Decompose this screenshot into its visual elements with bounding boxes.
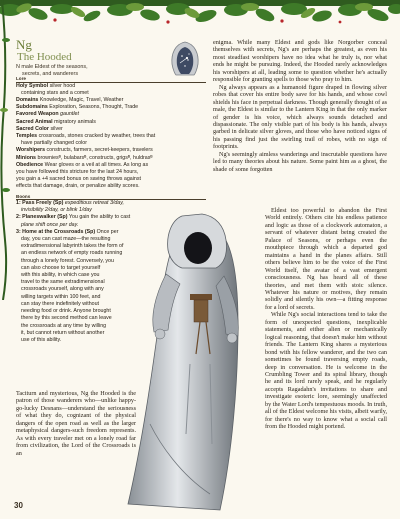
stat-obedience <box>16 162 206 191</box>
deity-name: Ng <box>16 37 32 52</box>
boon-text: Once per <box>96 228 119 235</box>
paragraph: While Ng's social interactions tend to take the form of unexpected questions, inexplicable statements, and either alien or mechanically logical reasoning, that doesn't make him without friends. The Lantern King shares a mysterious bond with his fellow wanderer, and the two can sometimes be found traversing empty roads, deep in conversation. He is welcome in the Crumbling Tower and its spiral library, though he and its lord rarely speak, and he regularly accepts Ragadahn's invitations to share and investigate esoteric lore, seemingly unaffected by the Water Lord's tempestuous moods. In truth, all of the Eldest welcome his visits, albeit warily, for there's no way to know what a social call from the Hooded might portend. <box>265 311 387 431</box>
boon-label: 2: Planeswalker (Sp) <box>16 214 68 221</box>
stat-label: Holy Symbol <box>16 82 49 89</box>
stat-sacred-color <box>16 126 206 133</box>
paragraph: Eldest too powerful to abandon the First World entirely. Others cite his endless patience and logic as those of a clockwork automaton, a servant of whatever distant being created the Palace of Seasons, or perhaps even the mouthpiece through which a departed god maintains a hand in the planes affairs. Still others believe him to be the voice of the First World itself, the avatar of a vast emergent consciousness. Ng has heard all of these theories, and met them with stoic silence. Whatever his nature or motives, they remain solidly and silently his own—a fitting response for a lord of secrets. <box>265 207 387 311</box>
boon-text-cont: crossroads yourself, along with any <box>21 286 104 293</box>
vine-border-left <box>0 0 10 300</box>
boon-text-cont: travel to the same extradimensional <box>21 279 105 286</box>
paragraph: Ng always appears as a humanoid figure draped in flowing silver robes that cover his entire body save for his hands, and whose cowl shields his face in perpetual darkness. Though generally thought of as male, the Eldest is similar to the Lantern King in that the only marker of gender is his voice, which always sounds detached and dispassionate. The only visible part of his body is his hands, always garbed in delicate silver gloves, and those who have noticed signs of his passing find just the swirling trail of robes, with no sign of footprints. <box>213 83 387 151</box>
stat-label: Obedience <box>16 161 44 168</box>
section-head-lore: Lore <box>16 76 206 83</box>
stat-value: gauntlet <box>60 111 79 118</box>
descriptor-line: secrets, and wanderers <box>22 71 79 77</box>
boon-text-cont: with this ability, in which case you <box>21 272 100 279</box>
boon-text-cont: extradimensional labyrinth takes the form of <box>21 243 124 250</box>
stat-label: Sacred Animal <box>16 118 53 125</box>
stat-value: migratory animals <box>54 118 96 125</box>
boon-text-cont: invisibility 2/day, or blink 1/day <box>21 207 92 214</box>
title-block <box>16 37 206 77</box>
paragraph: enigma. While many Eldest and gods like Norgorber conceal themselves with secrets, Ng's are perhaps the greatest, as even his most steadfast worshipers have no idea what he truly is, nor what ends he might be pursuing. Indeed, the Hooded rarely acknowledges his worshipers at all, leading some to question whether he's actually responsible for granting spells to those who pray to him. <box>213 39 387 84</box>
deity-epithet: The Hooded <box>17 51 72 63</box>
stat-label: Temples <box>16 132 38 139</box>
boon-text-cont: use of this ability. <box>21 336 62 343</box>
stat-value: crossroads, stones cracked by weather, trees that <box>38 132 156 139</box>
prose-right-column <box>213 39 387 173</box>
stat-value: constructs, farmers, secret-keepers, travelers <box>46 147 153 154</box>
boon-text-cont: there by this second method can leave <box>21 315 112 322</box>
prose-flow-column <box>265 207 387 431</box>
stat-value: browniesᴮ, bulabarsᴮ, constructs, grigsᴮ, huldrasᴮ <box>37 154 153 161</box>
stat-label: Subdomains <box>16 104 48 111</box>
boon-text: You gain the ability to cast <box>68 214 131 221</box>
stat-favored-weapon <box>16 111 206 118</box>
prose-left-column: Taciturn and mysterious, Ng the Hooded is the patron of those wanderers who—unlike happy-go-lucky Desnans—understand the seriousness of what they do, cognizant of the physical dangers of the open road as well as the larger metaphysical dangers-such freedom represents. As with every traveler met on a lonely road far from civilization, the Lord of the Crossroads is an <box>16 390 136 457</box>
stat-label: Domains <box>16 96 39 103</box>
paragraph: Ng's seemingly aimless wanderings and inscrutable questions have led to many theories about his nature. Some paint him as a ghost, the shade of some forgotten <box>213 150 387 173</box>
boon-text-cont: willing targets within 100 feet, and <box>21 293 101 300</box>
stat-value: silver hood <box>49 82 76 89</box>
stat-holy-symbol <box>16 83 206 97</box>
stat-label: Sacred Color <box>16 125 49 132</box>
stat-value: Exploration, Seasons, Thought, Trade <box>49 104 139 111</box>
page-number: 30 <box>14 501 23 510</box>
stat-value-cont: have partially changed color <box>21 140 87 147</box>
boon-text-cont: it, but cannot return without another <box>21 329 105 336</box>
stat-list <box>16 83 206 191</box>
boon-label: 3: Home at the Crossroads (Sp) <box>16 228 96 235</box>
stat-domains <box>16 97 206 104</box>
descriptor-line: N male Eldest of the seasons, <box>16 64 88 70</box>
stat-minions <box>16 155 206 162</box>
boon-label: 1: Pass Freely (Sp) <box>16 200 64 207</box>
stat-value-cont: you have followed this stricture for the last 24 hours, <box>16 168 139 175</box>
stat-value-cont: you gain a +4 sacred bonus on saving throws against <box>16 176 141 183</box>
stat-label: Favored Weapon <box>16 111 59 118</box>
stat-value-cont: effects that damage, drain, or penalize ability scores. <box>16 183 140 190</box>
stat-value: Wear gloves or a veil at all times. As long as <box>44 161 149 168</box>
boon-text-cont: plane shift once per day. <box>21 221 79 228</box>
holy-symbol-hood-icon <box>166 40 204 76</box>
boon-text: expeditious retreat 3/day, <box>64 200 124 207</box>
stat-value: silver <box>50 125 63 132</box>
boon-text-cont: through a lonely forest. Conversely, you <box>21 257 114 264</box>
boon-text-cont: an endless network of empty roads running <box>21 250 123 257</box>
boon-text-cont: can also choose to target yourself <box>21 264 101 271</box>
vine-border-top <box>0 0 400 30</box>
boon-text-cont: day, you can cast maze—the resulting <box>21 236 111 243</box>
stat-value-cont: containing stars and a comet <box>21 89 89 96</box>
stat-subdomains <box>16 104 206 111</box>
boon-text-cont: can stay there indefinitely without <box>21 300 100 307</box>
boon-text-cont: the crossroads at any time by willing <box>21 322 107 329</box>
stat-temples <box>16 133 206 147</box>
stat-label: Worshipers <box>16 147 46 154</box>
section-head-boons: Boons <box>16 194 206 201</box>
stat-sacred-animal <box>16 119 206 126</box>
stat-worshipers <box>16 147 206 154</box>
boon-text-cont: needing food or drink. Anyone brought <box>21 308 111 315</box>
stat-value: Knowledge, Magic, Travel, Weather <box>39 96 124 103</box>
stat-label: Minions <box>16 154 37 161</box>
